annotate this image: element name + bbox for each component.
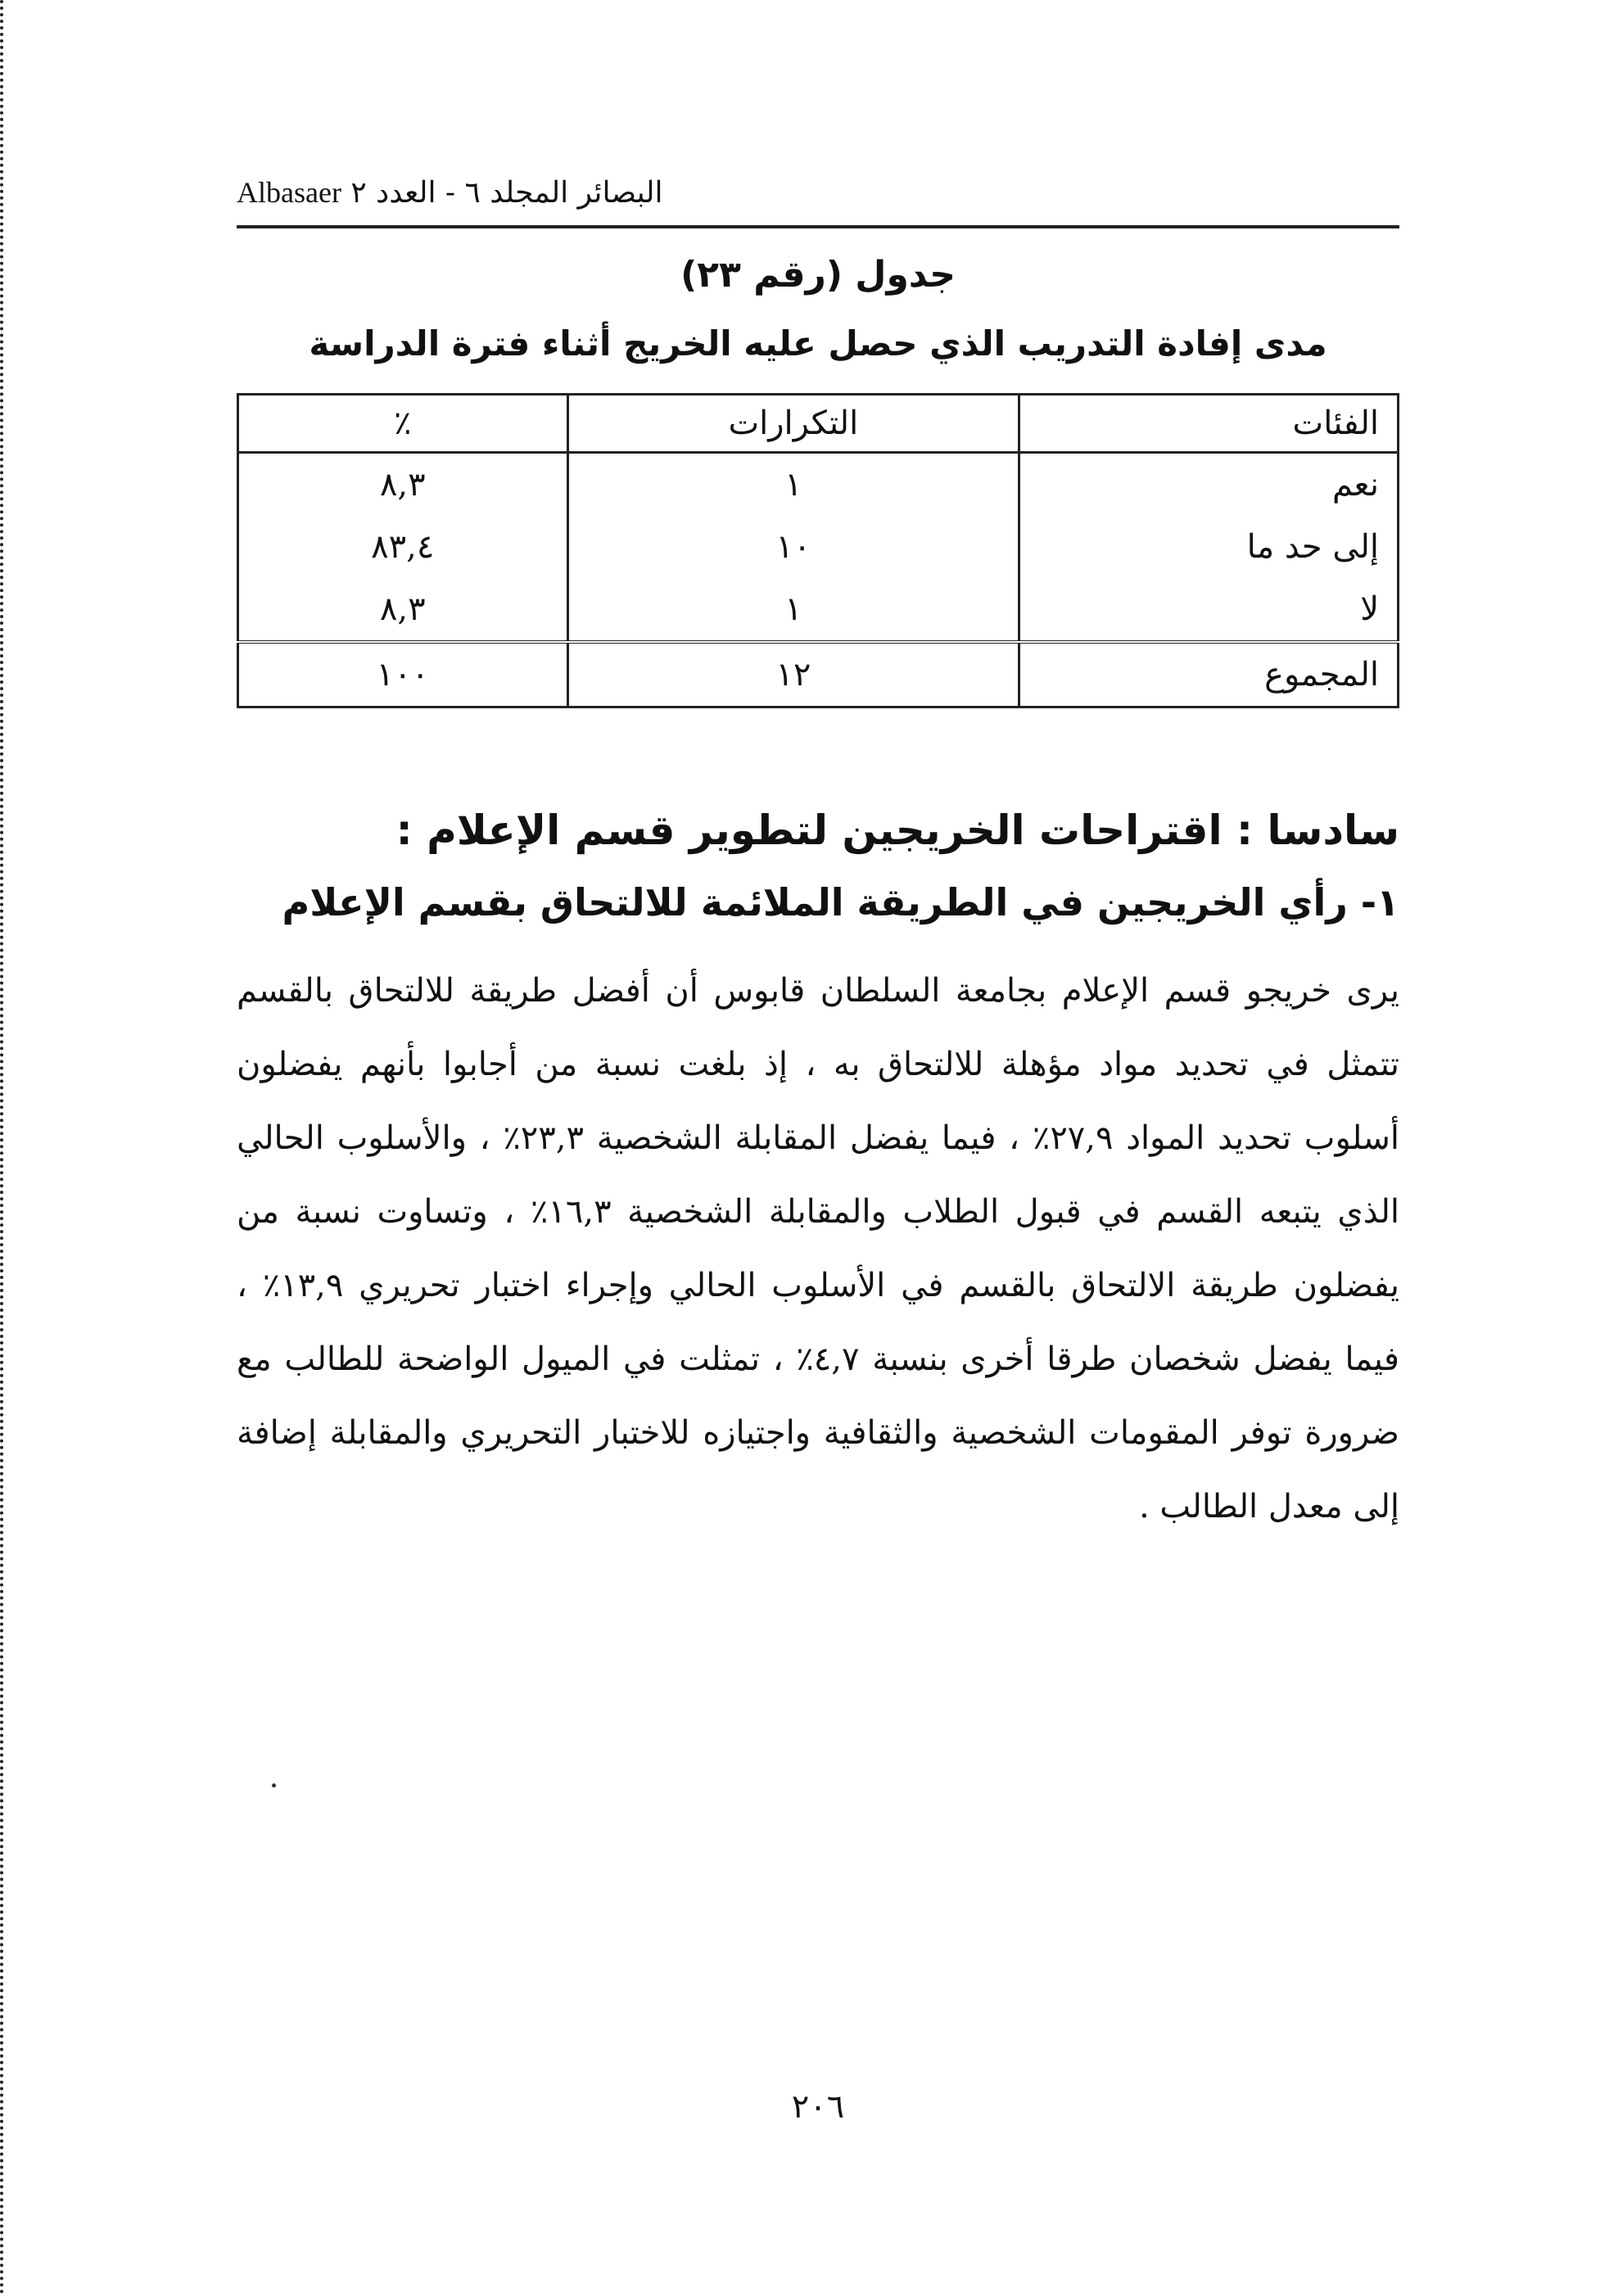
cell-category: إلى حد ما xyxy=(1019,516,1399,578)
body-paragraph: يرى خريجو قسم الإعلام بجامعة السلطان قابوس أن أفضل طريقة للالتحاق بالقسم تتمثل في تحديد مواد مؤهلة للالتحاق به ، إذ بلغت نسبة من أجابوا بأنهم يفضلون أسلوب تحديد المواد ٢٧,٩٪ ، فيما يفضل المقابلة الشخصية ٢٣,٣٪ ، والأسلوب الحالي الذي يتبعه القسم في قبول الطلاب والمقابلة الشخصية ١٦,٣٪ ، وتساوت نسبة من يفضلون طريقة الالتحاق بالقسم في الأسلوب الحالي وإجراء اختبار تحريري ١٣,٩٪ ، فيما يفضل شخصان طرقا أخرى بنسبة ٤,٧٪ ، تمثلت في الميول الواضحة للطالب مع ضرورة توفر المقومات الشخصية والثقافية واجتيازه للاختبار التحريري والمقابلة إضافة إلى معدل الطالب . xyxy=(237,972,1400,1525)
scan-speck xyxy=(272,1783,276,1788)
header-category: الفئات xyxy=(1019,395,1399,453)
scan-edge-perforation xyxy=(0,0,11,2296)
cell-category: لا xyxy=(1019,578,1399,642)
table-row xyxy=(238,516,1399,578)
cell-frequency: ١٠ xyxy=(567,516,1019,578)
header-frequency: التكرارات xyxy=(567,395,1019,453)
cell-frequency: ١ xyxy=(567,578,1019,642)
journal-name-english: Albasaer xyxy=(237,176,341,209)
total-frequency: ١٢ xyxy=(567,642,1019,707)
total-label: المجموع xyxy=(1019,642,1399,707)
table-header-row xyxy=(238,395,1399,453)
cell-percent: ٨,٣ xyxy=(238,578,568,642)
journal-issue-arabic: البصائر المجلد ٦ - العدد ٢ xyxy=(350,176,663,210)
table-number: جدول (رقم ٢٣) xyxy=(680,254,956,296)
cell-category: نعم xyxy=(1019,453,1399,517)
table-caption: مدى إفادة التدريب الذي حصل عليه الخريج أثناء فترة الدراسة xyxy=(309,323,1327,364)
cell-percent: ٨٣,٤ xyxy=(238,516,568,578)
header-percent: ٪ xyxy=(238,395,568,453)
cell-percent: ٨,٣ xyxy=(238,453,568,517)
subsection-title: ١- رأي الخريجين في الطريقة الملائمة للالتحاق بقسم الإعلام xyxy=(282,880,1399,924)
running-header xyxy=(237,168,1399,228)
total-percent: ١٠٠ xyxy=(238,642,568,707)
data-table xyxy=(237,393,1399,708)
table-total-row xyxy=(238,642,1399,707)
table-row xyxy=(238,453,1399,517)
page-number: ٢٠٦ xyxy=(791,2088,845,2126)
cell-frequency: ١ xyxy=(567,453,1019,517)
table-row xyxy=(238,578,1399,642)
section-title: سادسا : اقتراحات الخريجين لتطوير قسم الإعلام : xyxy=(395,807,1399,854)
